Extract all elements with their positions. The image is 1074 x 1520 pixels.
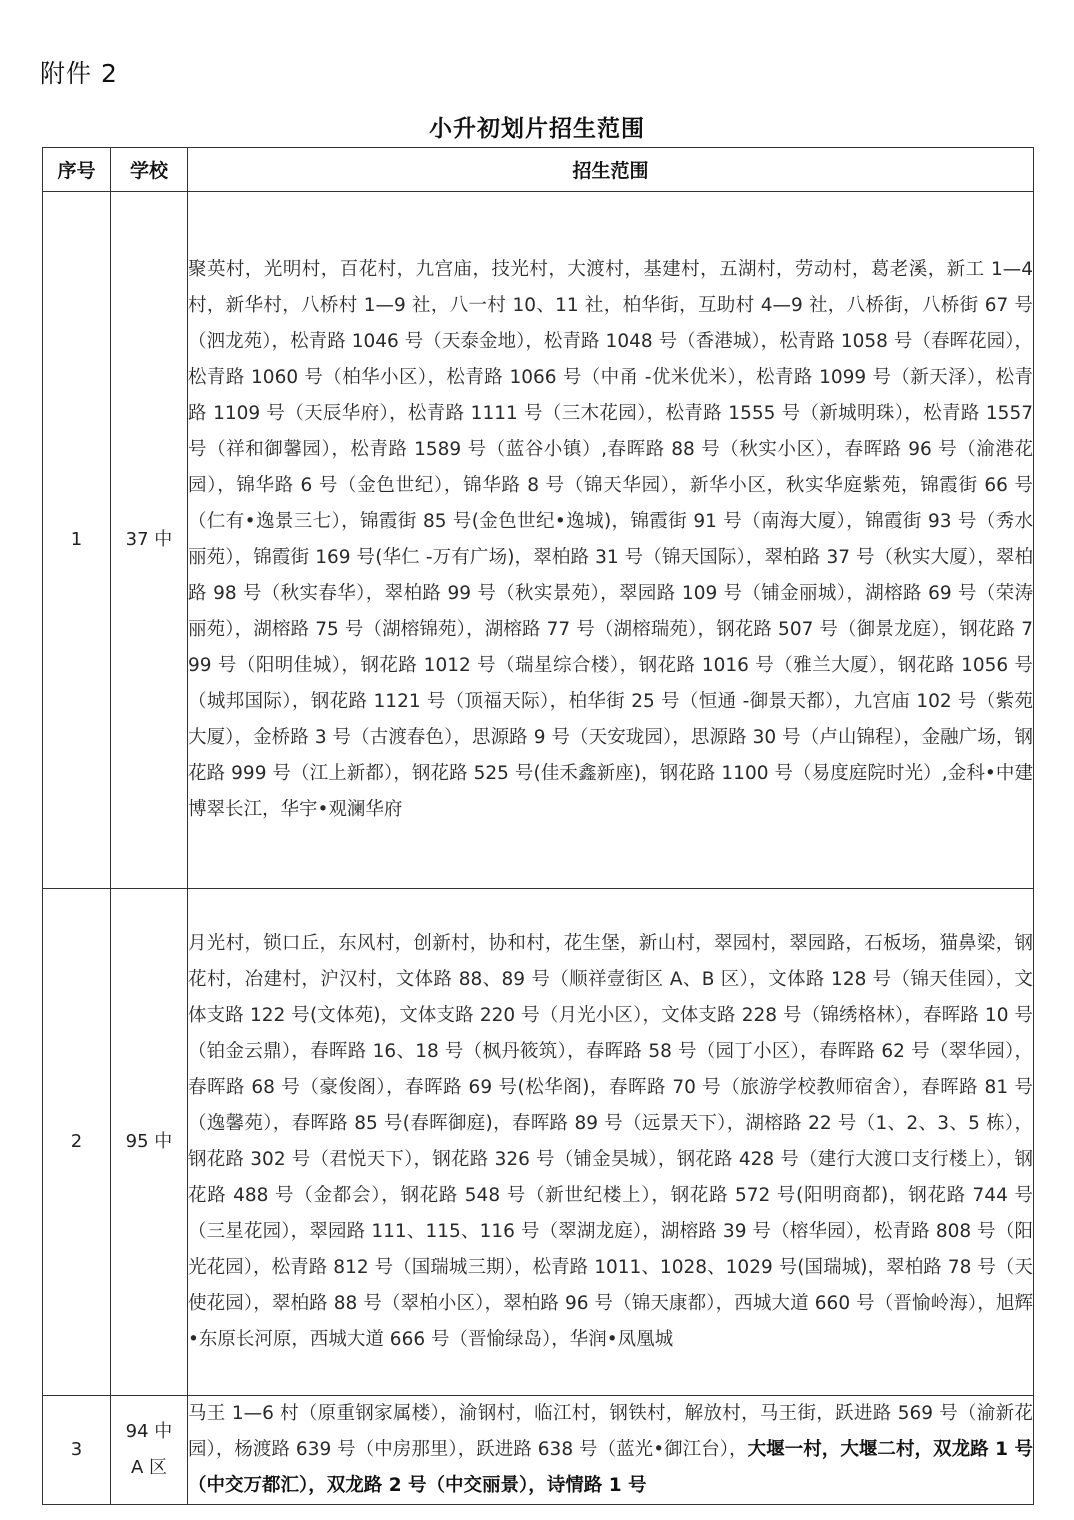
row-area: 月光村，锁口丘，东风村，创新村，协和村，花生堡，新山村，翠园村，翠园路，石板场，猫鼻梁，钢花村，冶建村，沪汉村，文体路 88、89 号（顺祥壹街区 A、B 区），文体路 128 号（锦天佳园），文体支路 122 号(文体苑)，文体支路 220 号（月光小区），文体支路 228 号（锦绣格林），春晖路 10 号（铂金云鼎），春晖路 16、18 号（枫丹筱筑），春晖路 58 号（园丁小区），春晖路 62 号（翠华园），春晖路 68 号（豪俊阁），春晖路 69 号(松华阁)，春晖路 70 号（旅游学校教师宿舍），春晖路 81 号（逸馨苑），春晖路 85 号(春晖御庭)，春晖路 89 号（远景天下），湖榕路 22 号（1、2、3、5 栋），钢花路 302 号（君悦天下），钢花路 326 号（铺金昊城），钢花路 428 号（建行大渡口支行楼上），钢花路 488 号（金都会），钢花路 548 号（新世纪楼上），钢花路 572 号(阳明商都)，钢花路 744 号（三星花园），翠园路 111、115、116 号（翠湖龙庭），湖榕路 39 号（榕华园），松青路 808 号（阳光花园），松青路 812 号（国瑞城三期），松青路 1011、1028、1029 号(国瑞城)，翠柏路 78 号（天使花园），翠柏路 88 号（翠柏小区），翠柏路 96 号（锦天康都），西城大道 660 号（晋愉岭海），旭辉•东原长河原，西城大道 666 号（晋愉绿岛），华润•凤凰城 [188, 889, 1034, 1396]
table-row [43, 1396, 1034, 1505]
row-school-line1: 94 中 [125, 1421, 173, 1442]
table-header-row [43, 148, 1034, 192]
header-area: 招生范围 [188, 148, 1034, 192]
enrollment-table [42, 147, 1034, 1505]
row-school [111, 1396, 188, 1505]
row-area [188, 1396, 1034, 1505]
header-school: 学校 [111, 148, 188, 192]
row-area: 聚英村，光明村，百花村，九宫庙，技光村，大渡村，基建村，五湖村，劳动村，葛老溪，新工 1—4 村，新华村，八桥村 1—9 社，八一村 10、11 社，柏华街，互助村 4—9 社，八桥街，八桥街 67 号（泗龙苑），松青路 1046 号（天泰金地），松青路 1048 号（香港城），松青路 1058 号（春晖花园），松青路 1060 号（柏华小区），松青路 1066 号（中甬 -优米优米），松青路 1099 号（新天泽），松青路 1109 号（天辰华府），松青路 1111 号（三木花园），松青路 1555 号（新城明珠），松青路 1557 号（祥和御馨园），松青路 1589 号（蓝谷小镇）,春晖路 88 号（秋实小区），春晖路 96 号（渝港花园），锦华路 6 号（金色世纪），锦华路 8 号（锦天华园），新华小区，秋实华庭紫苑，锦霞街 66 号（仁有•逸景三七），锦霞街 85 号(金色世纪•逸城)，锦霞街 91 号（南海大厦），锦霞街 93 号（秀水丽苑），锦霞街 169 号(华仁 -万有广场)，翠柏路 31 号（锦天国际），翠柏路 37 号（秋实大厦），翠柏路 98 号（秋实春华），翠柏路 99 号（秋实景苑），翠园路 109 号（铺金丽城），湖榕路 69 号（荣涛丽苑），湖榕路 75 号（湖榕锦苑），湖榕路 77 号（湖榕瑞苑），钢花路 507 号（御景龙庭），钢花路 799 号（阳明佳城），钢花路 1012 号（瑞星综合楼），钢花路 1016 号（雅兰大厦），钢花路 1056 号（城邦国际），钢花路 1121 号（顶福天际），柏华街 25 号（恒通 -御景天都），九宫庙 102 号（紫苑大厦），金桥路 3 号（古渡春色），思源路 9 号（天安珑园），思源路 30 号（卢山锦程），金融广场，钢花路 999 号（江上新都），钢花路 525 号(佳禾鑫新座)，钢花路 1100 号（易度庭院时光）,金科•中建博翠长江，华宇•观澜华府 [188, 192, 1034, 889]
row-area-text: 马王 1—6 村（原重钢家属楼），渝钢村，临江村，钢铁村，解放村，马王街，跃进路 569 号（渝新花园），杨渡路 639 号（中房那里），跃进路 638 号（蓝光•御江台）， [188, 1403, 1033, 1460]
row-index: 2 [43, 889, 111, 1396]
table-row [43, 192, 1034, 889]
row-school-line2: A 区 [130, 1457, 168, 1478]
attachment-label: 附件 2 [40, 59, 118, 88]
row-area-content [188, 1396, 1033, 1504]
row-index: 3 [43, 1396, 111, 1505]
header-index: 序号 [43, 148, 111, 192]
page-title: 小升初划片招生范围 [429, 116, 645, 142]
table-row [43, 889, 1034, 1396]
row-school: 95 中 [111, 889, 188, 1396]
row-index: 1 [43, 192, 111, 889]
row-school: 37 中 [111, 192, 188, 889]
row-area-bold-text: 大堰一村，大堰二村，双龙路 1 号（中交万都汇），双龙路 2 号（中交丽景），诗情路 1 号 [188, 1439, 1033, 1496]
